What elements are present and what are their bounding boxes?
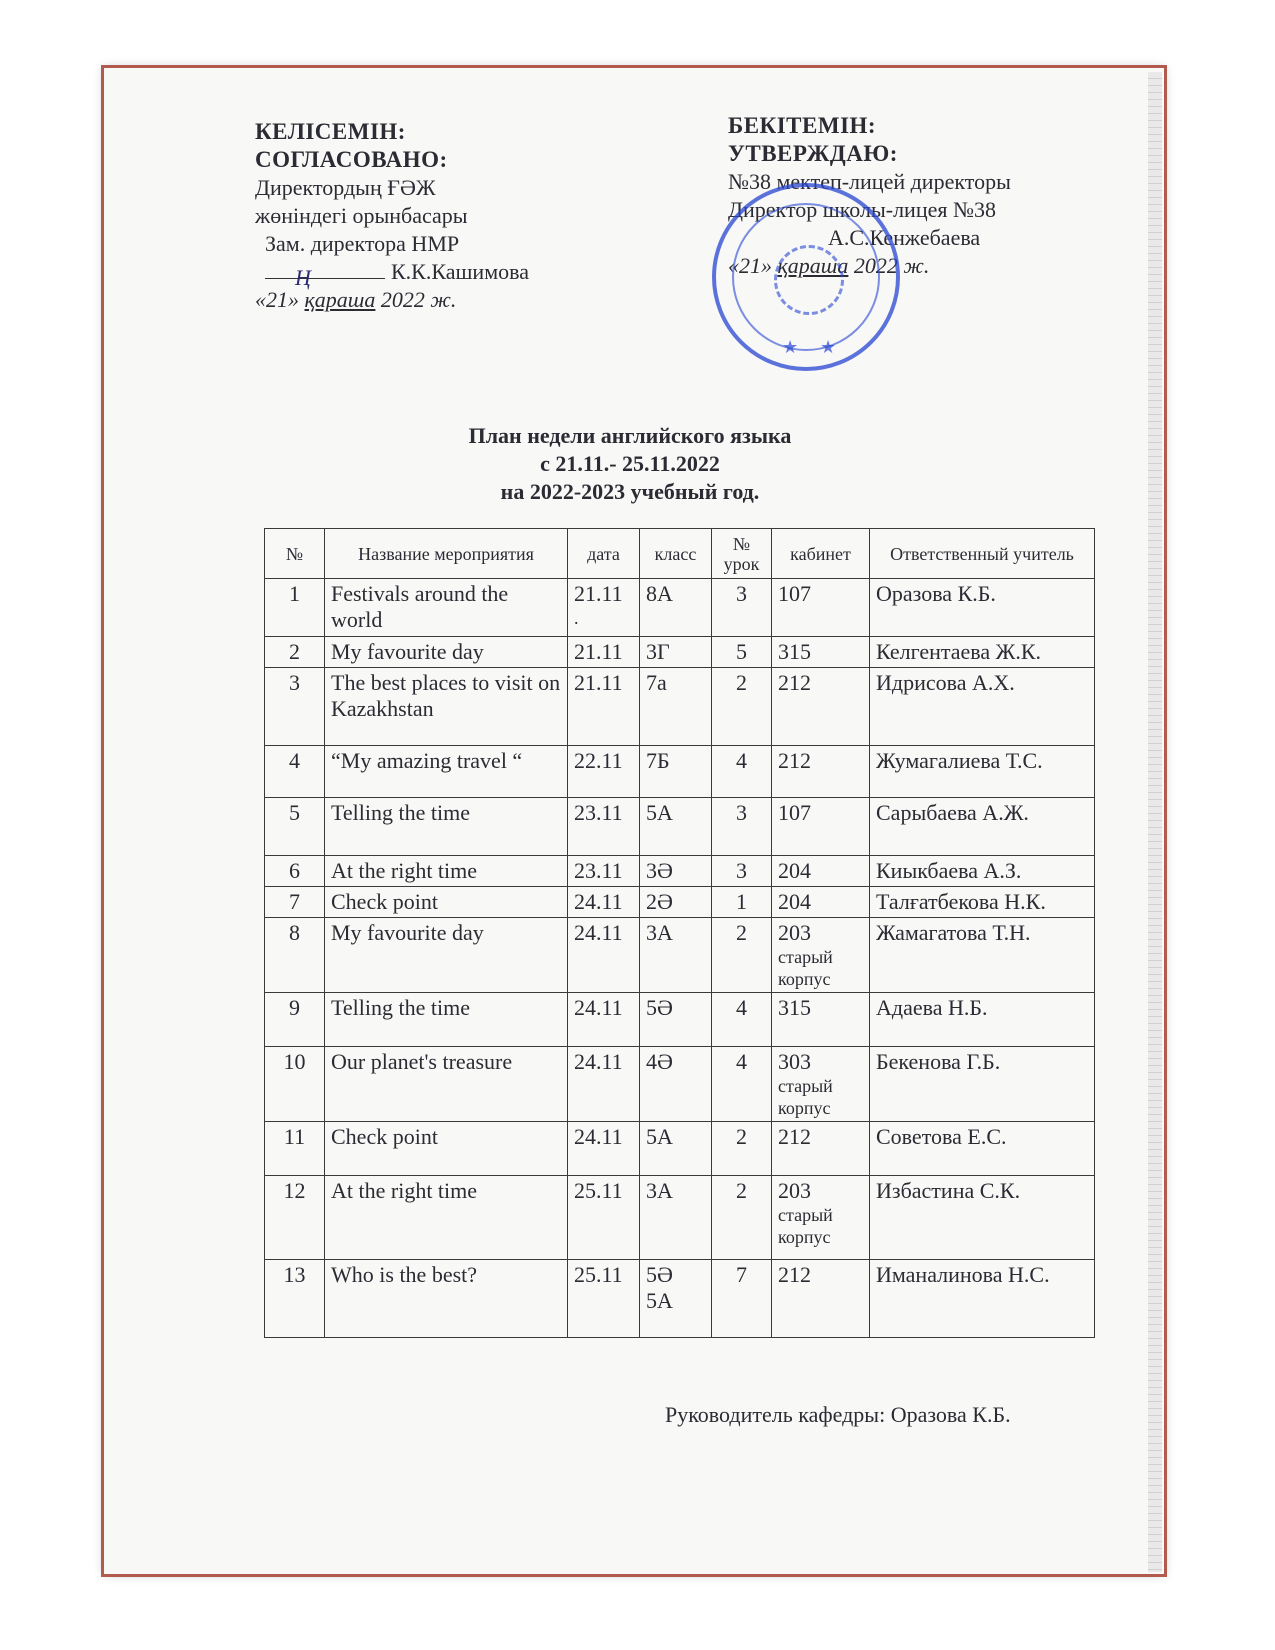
row-date [568, 637, 640, 668]
title-line-3: на 2022-2023 учебный год. [500, 479, 760, 504]
approved-position-kz: №38 мектеп-лицей директоры [728, 169, 1011, 194]
row-date-text: 23.11 [574, 858, 623, 883]
row-event-name-text: Telling the time [331, 995, 470, 1020]
row-date-text: 25.11 [574, 1262, 623, 1287]
row-room-note: старый корпус [778, 1076, 833, 1118]
approved-date-month: қараша [777, 253, 849, 278]
row-class-text: 3А [646, 920, 673, 945]
approved-date-day: «21» [728, 253, 772, 278]
row-event-name [325, 579, 568, 637]
row-teacher [870, 1260, 1095, 1338]
footer-signature: Руководитель кафедры: Оразова К.Б. [665, 1402, 1011, 1427]
document-title [300, 422, 960, 506]
row-class [640, 887, 712, 918]
row-event-name [325, 887, 568, 918]
row-number-text: 2 [289, 639, 300, 664]
row-class-text: 4Ә [646, 1049, 673, 1074]
row-number-text: 11 [283, 1124, 306, 1149]
header-date: дата [568, 529, 640, 579]
row-event-name-text: Festivals around the world [331, 581, 509, 632]
agreed-date-month: қараша [304, 287, 376, 312]
row-class-text: 5Ә 5А [646, 1262, 673, 1313]
row-teacher-text: Советова Е.С. [876, 1124, 1007, 1149]
row-lesson-text: 2 [736, 670, 747, 695]
row-room-text: 203 [778, 1178, 811, 1203]
approved-heading-kz: БЕКІТЕМІН: [728, 113, 877, 138]
row-date [568, 746, 640, 798]
row-lesson-text: 7 [736, 1262, 747, 1287]
row-room-text: 107 [778, 800, 811, 825]
row-class [640, 1260, 712, 1338]
row-event-name-text: The best places to visit on Kazakhstan [331, 670, 561, 721]
row-room [772, 1047, 870, 1122]
title-line-1: План недели английского языка [468, 423, 792, 448]
row-teacher-text: Оразова К.Б. [876, 581, 996, 606]
row-room-text: 315 [778, 639, 811, 664]
row-teacher-text: Идрисова А.Х. [876, 670, 1015, 695]
table-row [265, 1176, 1095, 1260]
table-row [265, 637, 1095, 668]
table-row [265, 668, 1095, 746]
row-lesson [712, 1047, 772, 1122]
header-room: кабинет [772, 529, 870, 579]
row-room [772, 746, 870, 798]
approved-heading-ru: УТВЕРЖДАЮ: [728, 141, 898, 166]
row-event-name-text: At the right time [331, 1178, 478, 1203]
row-room-text: 204 [778, 889, 811, 914]
row-lesson [712, 887, 772, 918]
table-row [265, 856, 1095, 887]
row-number [265, 798, 325, 856]
header-event: Название мероприятия [325, 529, 568, 579]
row-number [265, 993, 325, 1047]
table-row [265, 798, 1095, 856]
row-event-name [325, 856, 568, 887]
row-date [568, 1260, 640, 1338]
row-lesson [712, 918, 772, 993]
row-event-name [325, 668, 568, 746]
row-room-text: 204 [778, 858, 811, 883]
row-room-text: 107 [778, 581, 811, 606]
row-teacher-text: Талғатбекова Н.К. [876, 889, 1046, 914]
row-class [640, 993, 712, 1047]
table-row [265, 746, 1095, 798]
row-number [265, 856, 325, 887]
row-class-text: 7Б [646, 748, 670, 773]
row-class-text: 5А [646, 800, 673, 825]
row-lesson-text: 4 [736, 748, 747, 773]
row-lesson [712, 798, 772, 856]
row-number-text: 12 [283, 1178, 306, 1203]
row-teacher-text: Бекенова Г.Б. [876, 1049, 1001, 1074]
row-room-text: 303 [778, 1049, 811, 1074]
row-teacher-text: Избастина С.К. [876, 1178, 1021, 1203]
agreed-heading-ru: СОГЛАСОВАНО: [255, 147, 448, 172]
row-event-name-text: Telling the time [331, 800, 470, 825]
row-event-name-text: Check point [331, 1124, 438, 1149]
title-line-2: с 21.11.- 25.11.2022 [540, 451, 720, 476]
stamp-star-icon: ★ [782, 337, 799, 357]
row-teacher-text: Иманалинова Н.С. [876, 1262, 1050, 1287]
row-class-text: 5Ә [646, 995, 673, 1020]
row-date [568, 579, 640, 637]
row-class-text: 3Ә [646, 858, 673, 883]
row-class-text: 8А [646, 581, 673, 606]
row-lesson-text: 2 [736, 920, 747, 945]
row-event-name-text: Check point [331, 889, 438, 914]
row-date-text: 23.11 [574, 800, 623, 825]
row-teacher-text: Келгентаева Ж.К. [876, 639, 1042, 664]
row-event-name [325, 637, 568, 668]
row-number [265, 887, 325, 918]
row-number [265, 1176, 325, 1260]
row-teacher [870, 1176, 1095, 1260]
row-lesson [712, 856, 772, 887]
plan-table [264, 528, 1095, 1338]
row-date-suffix: . [574, 608, 579, 628]
agreed-signer: К.К.Кашимова [391, 259, 529, 284]
table-row [265, 1047, 1095, 1122]
row-number [265, 918, 325, 993]
row-room [772, 1260, 870, 1338]
row-lesson [712, 746, 772, 798]
row-date-text: 22.11 [574, 748, 623, 773]
paper-edge [1148, 72, 1162, 1572]
row-number [265, 1122, 325, 1176]
row-number-text: 7 [289, 889, 300, 914]
row-number-text: 9 [289, 995, 300, 1020]
row-room-note: старый корпус [778, 1205, 833, 1247]
table-row [265, 918, 1095, 993]
row-event-name-text: Who is the best? [331, 1262, 478, 1287]
row-date-text: 21.11 [574, 639, 623, 664]
row-teacher [870, 993, 1095, 1047]
row-number [265, 668, 325, 746]
header-lesson: № урок [712, 529, 772, 579]
row-teacher [870, 798, 1095, 856]
row-date-text: 24.11 [574, 1049, 623, 1074]
row-teacher [870, 668, 1095, 746]
row-teacher [870, 887, 1095, 918]
row-date [568, 798, 640, 856]
row-room-text: 212 [778, 748, 811, 773]
row-date [568, 887, 640, 918]
row-date-text: 25.11 [574, 1178, 623, 1203]
row-lesson [712, 1122, 772, 1176]
signature-blank [265, 265, 385, 290]
row-event-name [325, 1122, 568, 1176]
agreed-position-ru: Зам. директора НМР [265, 231, 460, 256]
row-event-name-text: My favourite day [331, 920, 484, 945]
row-date [568, 1122, 640, 1176]
row-room [772, 579, 870, 637]
agreed-position-kz: Директордың ҒӘЖ [255, 175, 436, 200]
table-row [265, 1122, 1095, 1176]
row-event-name [325, 1176, 568, 1260]
row-room [772, 856, 870, 887]
row-number [265, 637, 325, 668]
row-number-text: 1 [289, 581, 300, 606]
stamp-star-icon: ★ [820, 337, 837, 357]
row-teacher-text: Жумагалиева Т.С. [876, 748, 1043, 773]
row-event-name-text: Our planet's treasure [331, 1049, 513, 1074]
row-room-text: 203 [778, 920, 811, 945]
row-room [772, 993, 870, 1047]
row-class-text: 2Ә [646, 889, 673, 914]
row-teacher [870, 579, 1095, 637]
row-number-text: 8 [289, 920, 300, 945]
row-date [568, 918, 640, 993]
row-lesson [712, 1260, 772, 1338]
row-event-name [325, 798, 568, 856]
agreed-signature-line [255, 258, 529, 290]
row-class-text: 5А [646, 1124, 673, 1149]
agreed-heading-kz: КЕЛІСЕМІН: [255, 119, 406, 144]
row-date-text: 24.11 [574, 1124, 623, 1149]
row-number-text: 6 [289, 858, 300, 883]
row-class [640, 1176, 712, 1260]
row-date [568, 668, 640, 746]
row-number-text: 5 [289, 800, 300, 825]
row-teacher-text: Киыкбаева А.З. [876, 858, 1022, 883]
row-lesson-text: 2 [736, 1124, 747, 1149]
table-row [265, 1260, 1095, 1338]
row-class [640, 856, 712, 887]
row-number-text: 4 [289, 748, 300, 773]
row-number [265, 1047, 325, 1122]
row-class-text: 3А [646, 1178, 673, 1203]
row-lesson [712, 668, 772, 746]
row-room-text: 315 [778, 995, 811, 1020]
row-room [772, 887, 870, 918]
table-row [265, 579, 1095, 637]
row-event-name [325, 746, 568, 798]
header-class: класс [640, 529, 712, 579]
row-room [772, 1122, 870, 1176]
signature-mark: Ң [295, 265, 311, 290]
row-teacher-text: Сарыбаева А.Ж. [876, 800, 1029, 825]
row-teacher [870, 637, 1095, 668]
row-lesson [712, 993, 772, 1047]
row-class [640, 1122, 712, 1176]
header-num: № [265, 529, 325, 579]
row-teacher [870, 1122, 1095, 1176]
row-teacher-text: Жамагатова Т.Н. [876, 920, 1031, 945]
approved-position-ru: Директор школы-лицея №38 [728, 197, 996, 222]
row-date [568, 993, 640, 1047]
row-teacher [870, 1047, 1095, 1122]
row-date-text: 24.11 [574, 889, 623, 914]
row-lesson-text: 1 [736, 889, 747, 914]
row-number [265, 579, 325, 637]
row-class [640, 637, 712, 668]
row-class [640, 668, 712, 746]
table-header-row [265, 529, 1095, 579]
row-lesson [712, 579, 772, 637]
row-class [640, 746, 712, 798]
table-row [265, 887, 1095, 918]
row-date-text: 24.11 [574, 995, 623, 1020]
row-teacher [870, 746, 1095, 798]
row-lesson-text: 3 [736, 858, 747, 883]
row-teacher-text: Адаева Н.Б. [876, 995, 988, 1020]
row-lesson-text: 4 [736, 1049, 747, 1074]
row-lesson-text: 4 [736, 995, 747, 1020]
row-lesson-text: 2 [736, 1178, 747, 1203]
row-class-text: 3Г [646, 639, 670, 664]
row-event-name [325, 993, 568, 1047]
approved-date-year: 2022 ж. [853, 253, 930, 278]
row-class-text: 7а [646, 670, 667, 695]
row-date-text: 21.11 [574, 670, 623, 695]
row-event-name [325, 1260, 568, 1338]
row-teacher [870, 856, 1095, 887]
approved-signer: А.С.Кенжебаева [828, 225, 981, 250]
agreed-position-kz-2: жөніндегі орынбасары [255, 203, 468, 228]
row-date-text: 21.11 [574, 581, 623, 606]
row-room-note: старый корпус [778, 947, 833, 989]
row-room-text: 212 [778, 670, 811, 695]
row-date [568, 856, 640, 887]
row-room [772, 1176, 870, 1260]
row-room [772, 668, 870, 746]
row-lesson-text: 3 [736, 581, 747, 606]
row-event-name-text: My favourite day [331, 639, 484, 664]
table-row [265, 993, 1095, 1047]
official-stamp [712, 183, 900, 371]
plan-table-body [265, 579, 1095, 1338]
row-number [265, 746, 325, 798]
row-lesson [712, 637, 772, 668]
row-lesson [712, 1176, 772, 1260]
row-room [772, 918, 870, 993]
row-class [640, 798, 712, 856]
row-lesson-text: 3 [736, 800, 747, 825]
row-event-name [325, 1047, 568, 1122]
agreed-date-day: «21» [255, 287, 299, 312]
row-room-text: 212 [778, 1262, 811, 1287]
row-date [568, 1176, 640, 1260]
row-class [640, 579, 712, 637]
row-class [640, 918, 712, 993]
header-teacher: Ответственный учитель [870, 529, 1095, 579]
row-class [640, 1047, 712, 1122]
row-room [772, 798, 870, 856]
row-date [568, 1047, 640, 1122]
row-number-text: 13 [283, 1262, 306, 1287]
row-event-name-text: “My amazing travel “ [331, 748, 523, 773]
row-teacher [870, 918, 1095, 993]
row-event-name-text: At the right time [331, 858, 478, 883]
row-room-text: 212 [778, 1124, 811, 1149]
agreed-block [255, 118, 529, 314]
row-date-text: 24.11 [574, 920, 623, 945]
row-event-name [325, 918, 568, 993]
row-lesson-text: 5 [736, 639, 747, 664]
row-room [772, 637, 870, 668]
row-number-text: 10 [283, 1049, 306, 1074]
row-number [265, 1260, 325, 1338]
agreed-date-year: 2022 ж. [380, 287, 457, 312]
row-number-text: 3 [289, 670, 300, 695]
